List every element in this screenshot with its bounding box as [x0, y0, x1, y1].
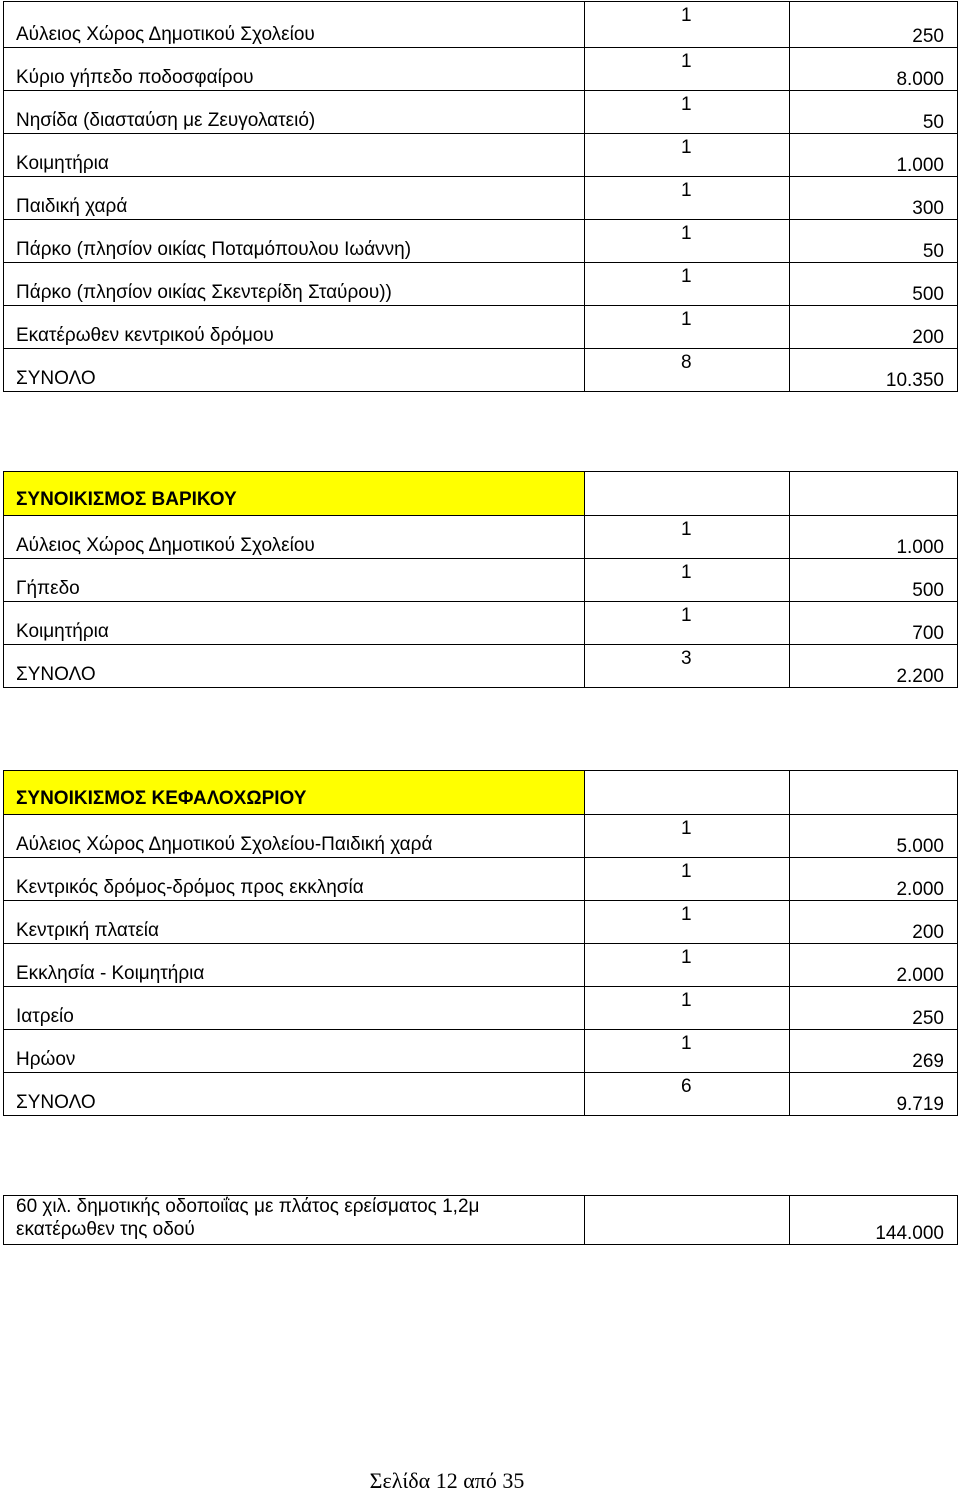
table-row — [4, 815, 958, 858]
total-count: 3 — [681, 648, 692, 669]
row-value: 50 — [922, 112, 944, 133]
table-row — [4, 858, 958, 901]
row-value: 250 — [912, 1008, 944, 1029]
table-row — [4, 91, 958, 134]
row-count: 1 — [681, 990, 692, 1011]
row-name: Κύριο γήπεδο ποδοσφαίρου — [16, 67, 254, 88]
row-value: 2.000 — [896, 879, 944, 900]
row-value: 500 — [912, 284, 944, 305]
total-label: ΣΥΝΟΛΟ — [16, 1092, 96, 1113]
row-name: Κοιμητήρια — [16, 621, 109, 642]
row-count: 1 — [681, 180, 692, 201]
table-road-network — [3, 1195, 958, 1245]
table-row — [4, 48, 958, 91]
row-value: 200 — [912, 327, 944, 348]
row-count: 1 — [681, 904, 692, 925]
row-name: Παιδική χαρά — [16, 196, 128, 217]
row-description-line1: 60 χιλ. δημοτικής οδοποιΐας με πλάτος ερείσματος 1,2μ — [16, 1195, 480, 1217]
total-count: 8 — [681, 352, 692, 373]
row-value: 500 — [912, 580, 944, 601]
section-heading-row — [4, 472, 958, 516]
row-name: Ιατρείο — [16, 1006, 74, 1027]
row-value: 700 — [912, 623, 944, 644]
table-row — [4, 516, 958, 559]
row-name: Ηρώον — [16, 1049, 76, 1070]
row-value: 200 — [912, 922, 944, 943]
row-name: Εκκλησία - Κοιμητήρια — [16, 963, 205, 984]
row-name: Κεντρική πλατεία — [16, 920, 160, 941]
total-label: ΣΥΝΟΛΟ — [16, 368, 96, 389]
row-count: 1 — [681, 309, 692, 330]
table-row — [4, 901, 958, 944]
table-row — [4, 944, 958, 987]
row-value: 269 — [912, 1051, 944, 1072]
total-row — [4, 349, 958, 392]
section-heading: ΣΥΝΟΙΚΙΣΜΟΣ ΒΑΡΙΚΟΥ — [16, 489, 237, 510]
row-count: 1 — [681, 605, 692, 626]
total-count: 6 — [681, 1076, 692, 1097]
table-row — [4, 1030, 958, 1073]
row-name: Πάρκο (πλησίον οικίας Σκεντερίδη Σταύρου)) — [16, 282, 392, 303]
row-count: 1 — [681, 5, 692, 26]
row-value: 50 — [922, 241, 944, 262]
table-row — [4, 559, 958, 602]
row-name: Πάρκο (πλησίον οικίας Ποταμόπουλου Ιωάννη) — [16, 239, 412, 260]
total-row — [4, 645, 958, 688]
total-value: 9.719 — [896, 1094, 944, 1115]
row-description — [16, 1195, 576, 1241]
table-row — [4, 2, 958, 48]
row-count: 1 — [681, 266, 692, 287]
row-name: Αύλειος Χώρος Δημοτικού Σχολείου — [16, 24, 315, 45]
table-kefalochori — [3, 770, 958, 1116]
row-count: 1 — [681, 94, 692, 115]
row-count: 1 — [681, 223, 692, 244]
row-value: 1.000 — [896, 537, 944, 558]
row-count: 1 — [681, 1033, 692, 1054]
row-name: Κεντρικός δρόμος-δρόμος προς εκκλησία — [16, 877, 364, 898]
row-count: 1 — [681, 861, 692, 882]
table-row — [4, 1196, 958, 1245]
row-value: 144.000 — [875, 1223, 944, 1244]
table-variko — [3, 471, 958, 688]
row-name: Αύλειος Χώρος Δημοτικού Σχολείου-Παιδική χαρά — [16, 834, 433, 855]
total-label: ΣΥΝΟΛΟ — [16, 664, 96, 685]
row-count: 1 — [681, 137, 692, 158]
row-value: 5.000 — [896, 836, 944, 857]
total-value: 10.350 — [885, 370, 944, 391]
section-heading: ΣΥΝΟΙΚΙΣΜΟΣ ΚΕΦΑΛΟΧΩΡΙΟΥ — [16, 788, 307, 809]
row-count: 1 — [681, 947, 692, 968]
table-row — [4, 220, 958, 263]
row-value: 1.000 — [896, 155, 944, 176]
row-count: 1 — [681, 519, 692, 540]
table-row — [4, 177, 958, 220]
row-value: 8.000 — [896, 69, 944, 90]
table-row — [4, 134, 958, 177]
row-description-line2: εκατέρωθεν της οδού — [16, 1218, 195, 1240]
table-row — [4, 263, 958, 306]
page-number: Σελίδα 12 από 35 — [369, 1468, 525, 1493]
table-row — [4, 602, 958, 645]
row-value: 300 — [912, 198, 944, 219]
row-value: 250 — [912, 26, 944, 47]
row-count: 1 — [681, 818, 692, 839]
row-name: Κοιμητήρια — [16, 153, 109, 174]
total-value: 2.200 — [896, 666, 944, 687]
table-main-settlement — [3, 1, 958, 392]
row-name: Αύλειος Χώρος Δημοτικού Σχολείου — [16, 535, 315, 556]
row-value: 2.000 — [896, 965, 944, 986]
total-row — [4, 1073, 958, 1116]
table-row — [4, 987, 958, 1030]
row-count: 1 — [681, 562, 692, 583]
row-name: Γήπεδο — [16, 578, 80, 599]
row-count: 1 — [681, 51, 692, 72]
row-name: Νησίδα (διασταύση με Ζευγολατειό) — [16, 110, 316, 131]
row-name: Εκατέρωθεν κεντρικού δρόμου — [16, 325, 274, 346]
table-row — [4, 306, 958, 349]
section-heading-row — [4, 771, 958, 815]
